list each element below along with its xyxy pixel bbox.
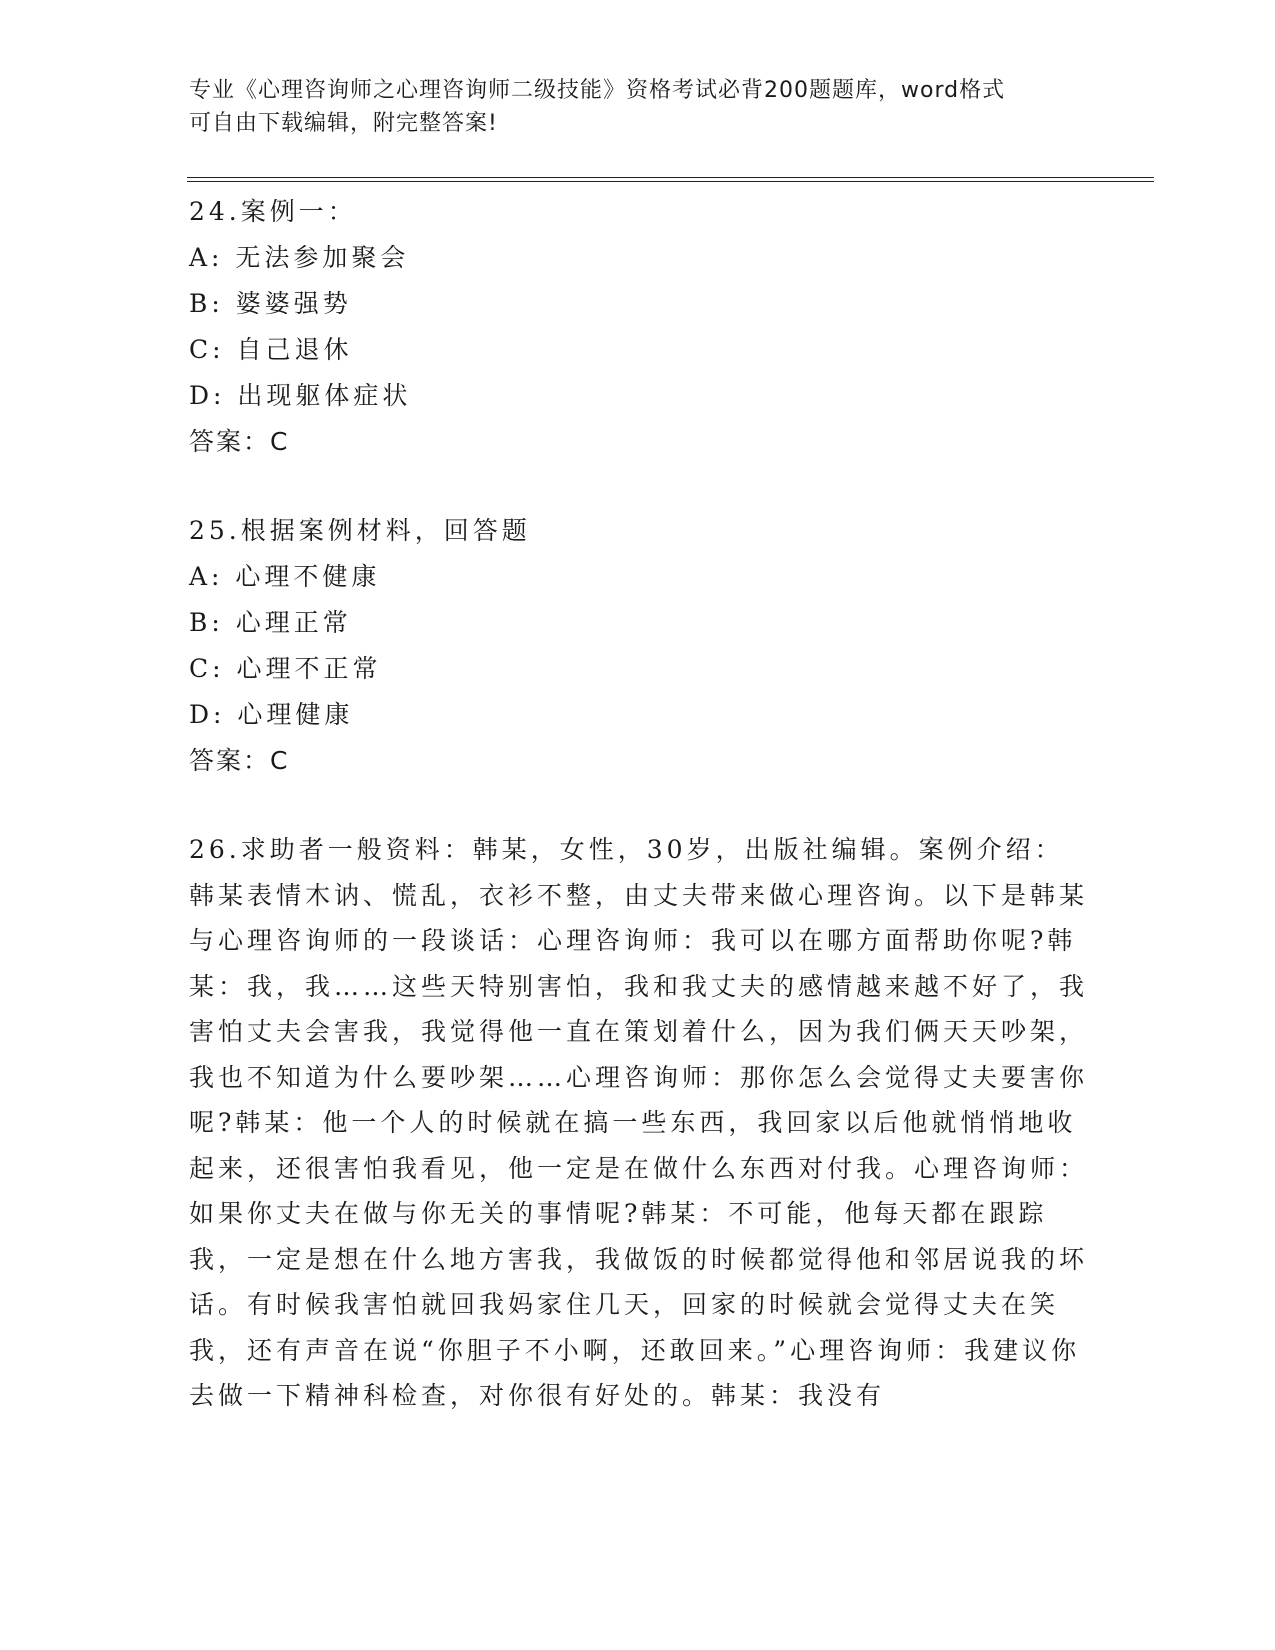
option-a: A: 心理不健康 (189, 562, 381, 591)
option-b: B: 心理正常 (189, 608, 352, 637)
option-c: C: 自己退休 (189, 335, 353, 364)
case-paragraph: 26.求助者一般资料：韩某，女性，30岁，出版社编辑。案例介绍：韩某表情木讷、慌乱，衣衫不整，由丈夫带来做心理咨询。以下是韩某与心理咨询师的一段谈话：心理咨询师：我可以在哪方面帮助你呢?韩某：我，我……这些天特别害怕，我和我丈夫的感情越来越不好了，我害怕丈夫会害我，我觉得他一直在策划着什么，因为我们俩天天吵架，我也不知道为什么要吵架……心理咨询师：那你怎么会觉得丈夫要害你呢?韩某：他一个人的时候就在搞一些东西，我回家以后他就悄悄地收起来，还很害怕我看见，他一定是在做什么东西对付我。心理咨询师：如果你丈夫在做与你无关的事情呢?韩某：不可能，他每天都在跟踪我，一定是想在什么地方害我，我做饭的时候都觉得他和邻居说我的坏话。有时候我害怕就回我妈家住几天，回家的时候就会觉得丈夫在笑我，还有声音在说“你胆子不小啊，还敢回来。”心理咨询师：我建议你去做一下精神科检查，对你很有好处的。韩某：我没有 (189, 835, 1089, 1410)
header-divider-top (187, 177, 1154, 178)
header-line-2: 可自由下载编辑，附完整答案! (189, 111, 498, 136)
option-c: C: 心理不正常 (189, 654, 382, 683)
question-stem: 24.案例一： (189, 197, 357, 226)
answer-line: 答案：C (189, 746, 290, 775)
question-24 (189, 189, 1089, 465)
option-a: A: 无法参加聚会 (189, 243, 410, 272)
question-26 (189, 827, 1089, 1419)
option-b: B: 婆婆强势 (189, 289, 352, 318)
question-25 (189, 508, 1089, 784)
header-divider-bottom (187, 181, 1154, 182)
answer-line: 答案：C (189, 427, 290, 456)
header-line-1: 专业《心理咨询师之心理咨询师二级技能》资格考试必背200题题库，word格式 (189, 78, 1006, 103)
option-d: D: 心理健康 (189, 700, 354, 729)
question-stem: 25.根据案例材料，回答题 (189, 516, 531, 545)
option-d: D: 出现躯体症状 (189, 381, 412, 410)
document-header (189, 74, 1069, 140)
